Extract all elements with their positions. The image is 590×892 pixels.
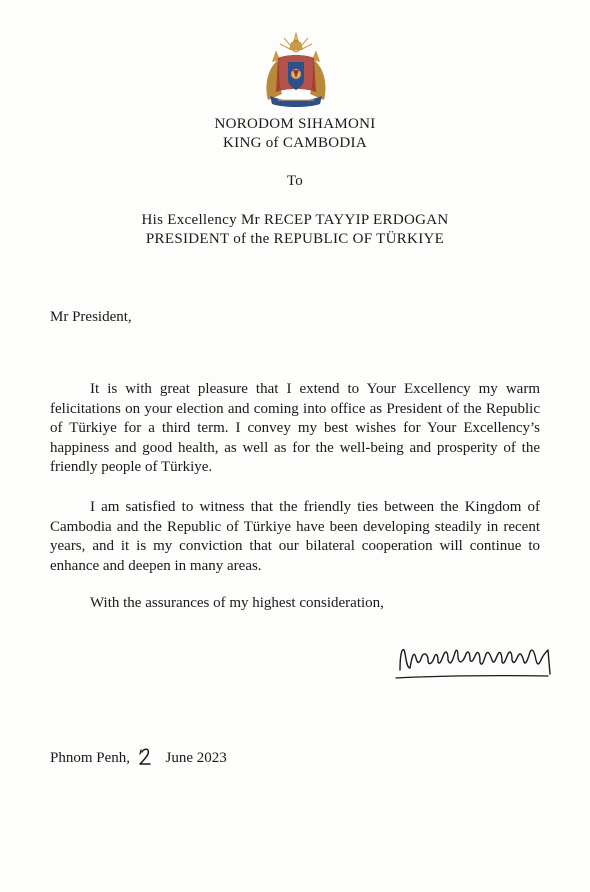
recipient-name: His Excellency Mr RECEP TAYYIP ERDOGAN: [141, 212, 449, 228]
salutation: Mr President,: [50, 309, 132, 325]
closing-line: With the assurances of my highest consideration,: [90, 595, 384, 611]
handwritten-day-icon: [134, 746, 162, 766]
recipient-title: PRESIDENT of the REPUBLIC OF TÜRKIYE: [145, 231, 445, 247]
handwritten-signature-icon: [392, 640, 562, 690]
dateline: [50, 746, 227, 767]
paragraph-1: It is with great pleasure that I extend to Your Excellency my warm felicitations on your election and coming into office as President of the Republic of Türkiye for a third term. I convey my best wishes for Your Excellency’s happiness and good health, as well as for the well-being and prosperity of the friendly people of Türkiye.: [50, 381, 540, 475]
paragraph-2: I am satisfied to witness that the friendly ties between the Kingdom of Cambodia and the Republic of Türkiye have been developing steadily in recent years, and it is my conviction that our bilateral cooperation will continue to enhance and deepen in many areas.: [50, 499, 540, 574]
sender-title: KING of CAMBODIA: [223, 135, 367, 151]
dateline-month-year: June 2023: [165, 750, 227, 766]
dateline-place: Phnom Penh,: [50, 750, 131, 766]
royal-arms-emblem-icon: [258, 30, 334, 110]
to-label: To: [286, 173, 304, 189]
sender-name: NORODOM SIHAMONI: [214, 116, 376, 132]
